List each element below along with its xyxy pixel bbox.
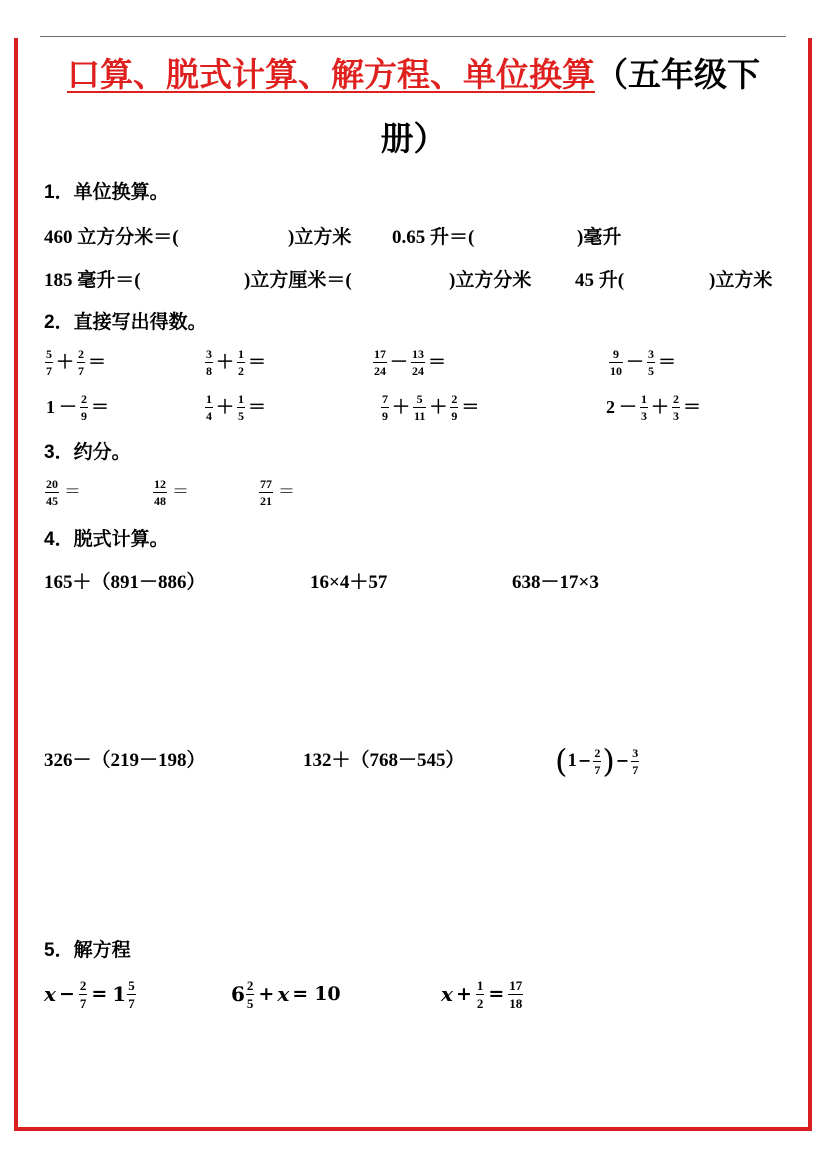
simplify-problem-2-denominator: 48	[154, 493, 166, 508]
oral-problem-3-fraction	[373, 348, 387, 377]
equation-3-denominator: 18	[509, 995, 523, 1011]
stepwise-problem-6-numerator: 2	[594, 745, 601, 760]
oral-problem-5	[44, 392, 111, 422]
oral-problem-1	[44, 347, 108, 377]
conversion-3-middle-unit: )立方厘米＝(	[244, 270, 352, 291]
equation-1-denominator: 7	[128, 995, 135, 1011]
oral-problem-4-numerator: 3	[648, 346, 654, 361]
title-line-1	[40, 50, 787, 100]
equation-3-variable: x	[441, 982, 453, 1006]
equation-3-operator: +	[455, 983, 472, 1005]
oral-problem-7-operator: ＝	[461, 397, 480, 417]
stepwise-problem-5	[303, 746, 465, 776]
conversion-1-unit: )立方米	[288, 227, 352, 248]
oral-problem-4-operator: －	[626, 352, 644, 372]
title-topics: 口算、脱式计算、解方程、单位换算	[67, 55, 595, 94]
section-2-heading: 2．直接写出得数。	[44, 312, 207, 333]
oral-problem-5-fraction	[80, 393, 88, 422]
stepwise-problem-6-parenthesis: (	[555, 742, 568, 780]
section-4-heading: 4．脱式计算。	[44, 529, 169, 550]
simplify-problem-3	[258, 477, 295, 507]
oral-problem-4-denominator: 10	[610, 363, 622, 378]
stepwise-problem-3	[512, 568, 599, 598]
oral-problem-3-numerator: 17	[374, 346, 386, 361]
oral-problem-7-denominator: 11	[414, 408, 426, 423]
stepwise-problem-6-denominator: 7	[632, 762, 639, 777]
stepwise-problem-4	[44, 746, 206, 776]
oral-problem-2-operator: ＝	[248, 352, 266, 372]
oral-problem-8-operator: ＝	[683, 397, 701, 417]
equation-3-numerator: 17	[509, 977, 523, 993]
equation-2-operator: =	[292, 983, 309, 1005]
oral-problem-7-numerator: 7	[382, 391, 388, 406]
equation-3-denominator: 2	[476, 995, 484, 1011]
oral-problem-8-number: 2	[606, 397, 615, 417]
stepwise-problem-6	[555, 742, 640, 780]
oral-problem-8-operator: ＋	[651, 397, 669, 417]
stepwise-problem-6-number: 1	[567, 750, 577, 771]
simplify-problem-3-operator: ＝	[278, 482, 295, 501]
oral-problem-6-denominator: 4	[206, 408, 212, 423]
equation-2-fraction	[246, 979, 255, 1010]
equation-1-operator: −	[58, 983, 75, 1005]
equation-2-operator: +	[258, 983, 275, 1005]
oral-problem-2	[204, 347, 268, 377]
simplify-problem-1-fraction	[45, 478, 59, 507]
stepwise-problem-5-expression-text: 132＋（768－545）	[303, 750, 465, 771]
oral-problem-2-numerator: 3	[206, 346, 212, 361]
oral-problem-5-operator: －	[59, 397, 77, 417]
oral-problem-7-numerator: 5	[413, 393, 426, 408]
equation-1	[44, 979, 137, 1009]
conversion-4-unit: )立方米	[709, 270, 773, 291]
equation-2-numerator: 2	[246, 977, 254, 993]
simplify-problem-1	[44, 477, 81, 507]
oral-problem-5-denominator: 9	[81, 408, 87, 423]
oral-problem-6-numerator: 1	[206, 391, 212, 406]
oral-problem-4-fraction	[609, 348, 623, 377]
oral-problem-2-denominator: 8	[206, 363, 212, 378]
stepwise-problem-6-numerator: 3	[632, 745, 639, 760]
simplify-problem-3-denominator: 21	[260, 493, 272, 508]
oral-problem-8-denominator: 3	[673, 408, 679, 423]
conversion-4-prompt: 45 升(	[575, 270, 625, 291]
stepwise-problem-6-parenthesis: )	[602, 742, 615, 780]
header-rule	[40, 36, 786, 37]
simplify-problem-1-numerator: 20	[46, 476, 58, 491]
oral-problem-6	[204, 392, 268, 422]
oral-problem-2-operator: ＋	[216, 352, 234, 372]
stepwise-problem-6-fraction	[631, 747, 639, 776]
oral-problem-7-fraction	[381, 393, 389, 422]
oral-problem-1-fraction	[45, 348, 53, 377]
simplify-problem-2-operator: ＝	[172, 482, 189, 501]
stepwise-problem-2	[310, 568, 387, 598]
equation-3-fraction	[476, 979, 485, 1010]
oral-problem-6-operator: ＋	[216, 397, 234, 417]
oral-problem-8-numerator: 1	[641, 391, 647, 406]
oral-problem-7-operator: ＋	[429, 397, 448, 417]
oral-problem-3-operator: ＝	[428, 352, 446, 372]
equation-2	[229, 979, 344, 1009]
simplify-problem-2-fraction	[153, 478, 167, 507]
oral-problem-1-fraction	[77, 348, 85, 377]
equation-1-fraction	[127, 979, 136, 1010]
oral-problem-4-operator: ＝	[658, 352, 676, 372]
oral-problem-3-denominator: 24	[412, 363, 424, 378]
equation-2-number: 10	[314, 983, 341, 1005]
section-5-heading: 5．解方程	[44, 940, 131, 961]
oral-problem-8-operator: －	[619, 397, 637, 417]
title-line-2	[40, 114, 787, 164]
conversion-1-prompt: 460 立方分米＝(	[44, 227, 179, 248]
oral-problem-1-operator: ＋	[56, 352, 74, 372]
oral-problem-1-denominator: 7	[78, 363, 84, 378]
simplify-problem-1-operator: ＝	[64, 482, 81, 501]
conversion-3-prompt: 185 毫升＝(	[44, 270, 141, 291]
oral-problem-3-denominator: 24	[374, 363, 386, 378]
equation-1-denominator: 7	[79, 995, 87, 1011]
title-grade-start: （五年级下	[595, 55, 760, 94]
stepwise-problem-4-expression-text: 326－（219－198）	[44, 750, 206, 771]
oral-problem-7-numerator: 2	[451, 391, 458, 406]
equation-1-whole-number: 1	[112, 982, 127, 1006]
equation-1-numerator: 2	[79, 977, 87, 993]
title-grade-end: 册）	[380, 119, 447, 158]
equation-1-operator: =	[91, 983, 108, 1005]
oral-problem-8	[604, 392, 703, 422]
equation-3	[441, 979, 524, 1009]
oral-problem-8-fraction	[640, 393, 648, 422]
equation-1-variable: x	[44, 982, 56, 1006]
equation-1-numerator: 5	[128, 977, 135, 993]
oral-problem-8-numerator: 2	[673, 391, 679, 406]
stepwise-problem-2-expression-text: 16×4＋57	[310, 572, 388, 593]
oral-problem-8-fraction	[672, 393, 680, 422]
oral-problem-7-operator: ＋	[392, 397, 410, 417]
stepwise-problem-1-expression-text: 165＋（891－886）	[44, 572, 206, 593]
oral-problem-3	[372, 347, 448, 377]
equation-2-whole-number: 6	[231, 982, 245, 1006]
oral-problem-1-operator: ＝	[88, 352, 106, 372]
oral-problem-2-fraction	[205, 348, 213, 377]
oral-problem-6-numerator: 1	[238, 391, 244, 406]
oral-problem-8-denominator: 3	[641, 408, 647, 423]
oral-problem-5-numerator: 2	[81, 391, 87, 406]
oral-problem-6-denominator: 5	[238, 408, 244, 423]
oral-problem-5-operator: ＝	[91, 397, 109, 417]
oral-problem-3-operator: －	[390, 352, 408, 372]
section-3-heading: 3．约分。	[44, 442, 131, 463]
oral-problem-1-numerator: 5	[46, 346, 52, 361]
oral-problem-5-number: 1	[46, 397, 55, 417]
simplify-problem-1-denominator: 45	[46, 493, 58, 508]
section-1-heading: 1．单位换算。	[44, 182, 169, 203]
oral-problem-4-fraction	[647, 348, 655, 377]
stepwise-problem-6-fraction	[593, 747, 601, 776]
equation-2-denominator: 5	[246, 995, 254, 1011]
equation-1-fraction	[79, 979, 88, 1010]
oral-problem-7	[380, 392, 481, 422]
stepwise-problem-6-operator: −	[615, 751, 630, 770]
oral-problem-2-denominator: 2	[238, 363, 244, 378]
oral-problem-3-fraction	[411, 348, 425, 377]
oral-problem-6-fraction	[237, 393, 245, 422]
oral-problem-4-numerator: 9	[609, 348, 623, 363]
oral-problem-6-operator: ＝	[248, 397, 266, 417]
oral-problem-1-denominator: 7	[46, 363, 52, 378]
simplify-problem-2-numerator: 12	[154, 476, 166, 491]
stepwise-problem-1	[44, 568, 206, 598]
oral-problem-4	[608, 347, 678, 377]
oral-problem-2-fraction	[237, 348, 245, 377]
simplify-problem-3-numerator: 77	[260, 476, 272, 491]
oral-problem-2-numerator: 1	[238, 346, 244, 361]
oral-problem-7-fraction	[450, 393, 458, 422]
stepwise-problem-3-expression-text: 638－17×3	[512, 572, 599, 593]
oral-problem-7-denominator: 9	[451, 408, 458, 423]
conversion-2-unit: )毫升	[577, 227, 622, 248]
oral-problem-6-fraction	[205, 393, 213, 422]
equation-3-operator: =	[488, 983, 505, 1005]
oral-problem-7-denominator: 9	[382, 408, 388, 423]
equation-3-fraction	[508, 979, 523, 1010]
oral-problem-1-numerator: 2	[78, 346, 84, 361]
stepwise-problem-6-denominator: 7	[594, 762, 601, 777]
oral-problem-3-numerator: 13	[412, 346, 424, 361]
conversion-3-unit: )立方分米	[449, 270, 532, 291]
simplify-problem-3-fraction	[259, 478, 273, 507]
stepwise-problem-6-operator: −	[577, 751, 592, 770]
equation-3-numerator: 1	[476, 977, 484, 993]
oral-problem-7-fraction	[413, 393, 426, 422]
oral-problem-4-denominator: 5	[648, 363, 654, 378]
conversion-2-prompt: 0.65 升＝(	[392, 227, 475, 248]
simplify-problem-2	[152, 477, 189, 507]
equation-2-variable: x	[277, 982, 290, 1006]
